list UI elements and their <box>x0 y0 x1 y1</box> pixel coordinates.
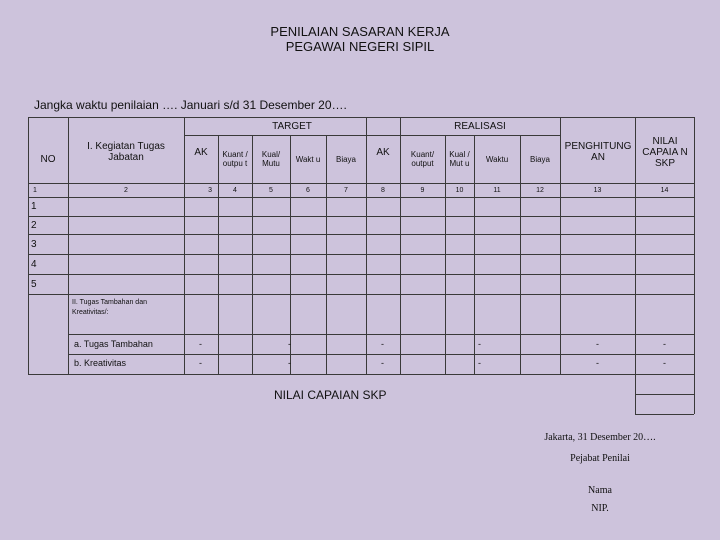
column-number: 5 <box>269 186 273 194</box>
empty-value-dash: - <box>478 358 481 368</box>
empty-value-dash: - <box>199 358 202 368</box>
column-number: 4 <box>233 186 237 194</box>
header-waktu-target: Wakt u <box>295 154 321 164</box>
column-number: 9 <box>420 186 425 194</box>
column-number: 8 <box>381 186 385 194</box>
header-kual-target: Kual/ Mutu <box>261 150 281 168</box>
evaluation-period: Jangka waktu penilaian …. Januari s/d 31 Desember 20…. <box>34 98 347 112</box>
column-number: 11 <box>493 186 501 194</box>
column-number: 13 <box>593 186 602 194</box>
empty-value-dash: - <box>381 339 384 349</box>
signature-nip: NIP. <box>591 503 609 514</box>
column-number: 1 <box>33 186 37 194</box>
column-number: 12 <box>536 186 544 194</box>
column-number: 2 <box>124 186 128 194</box>
header-kual-realisasi: Kual / Mut u <box>449 150 470 168</box>
header-waktu-realisasi: Waktu <box>485 154 509 164</box>
section-additional-heading: II. Tugas Tambahan dan Kreativitas/: <box>72 299 147 316</box>
header-no: NO <box>40 153 56 165</box>
nilai-capaian-label: NILAI CAPAIAN SKP <box>274 388 387 402</box>
empty-value-dash: - <box>288 358 291 368</box>
header-biaya-realisasi: Biaya <box>529 154 550 164</box>
empty-value-dash: - <box>663 339 666 349</box>
row-number: 4 <box>31 259 37 270</box>
signature-name: Nama <box>588 485 612 496</box>
column-number: 7 <box>344 186 348 194</box>
column-number: 14 <box>660 186 669 194</box>
kreativitas-label: b. Kreativitas <box>74 358 127 368</box>
header-penghitungan: PENGHITUNG AN <box>564 141 632 163</box>
column-number: 6 <box>306 186 310 194</box>
row-number: 2 <box>31 220 37 231</box>
column-number: 10 <box>455 186 464 194</box>
header-kuant-realisasi: Kuant/ output <box>410 150 435 168</box>
realisasi-group-header: REALISASI <box>454 120 506 132</box>
tugas-tambahan-label: a. Tugas Tambahan <box>74 339 153 349</box>
empty-value-dash: - <box>663 358 666 368</box>
signature-official: Pejabat Penilai <box>570 453 630 464</box>
row-number: 3 <box>31 239 37 250</box>
document-title-line2: PEGAWAI NEGERI SIPIL <box>285 39 435 54</box>
header-kuant-target: Kuant / outpu t <box>222 150 248 168</box>
column-number: 3 <box>208 186 212 194</box>
empty-value-dash: - <box>288 339 291 349</box>
header-nilai: NILAI CAPAIA N SKP <box>642 135 688 169</box>
empty-value-dash: - <box>596 339 599 349</box>
row-number: 1 <box>31 201 37 212</box>
signature-place-date: Jakarta, 31 Desember 20…. <box>544 432 656 443</box>
row-number: 5 <box>31 279 37 290</box>
header-ak-realisasi: AK <box>376 146 390 158</box>
empty-value-dash: - <box>596 358 599 368</box>
target-group-header: TARGET <box>272 120 312 132</box>
empty-value-dash: - <box>478 339 481 349</box>
header-biaya-target: Biaya <box>335 154 356 164</box>
empty-value-dash: - <box>381 358 384 368</box>
header-kegiatan: I. Kegiatan Tugas Jabatan <box>87 141 165 163</box>
empty-value-dash: - <box>199 339 202 349</box>
header-ak-target: AK <box>194 146 208 158</box>
document-title-line1: PENILAIAN SASARAN KERJA <box>270 24 450 39</box>
